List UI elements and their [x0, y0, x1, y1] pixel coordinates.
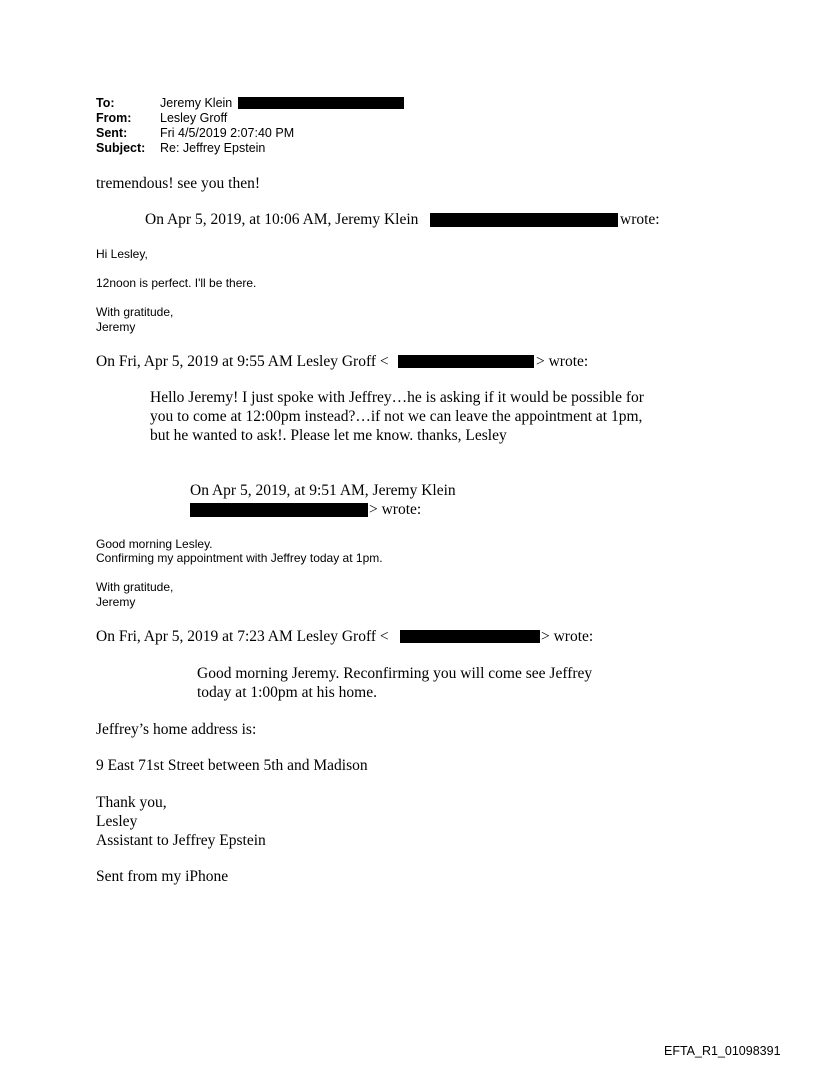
quote3-text: Good morning Lesley.: [96, 537, 213, 551]
quote1-signoff: With gratitude,: [96, 305, 174, 319]
redaction-bar: [398, 355, 534, 368]
to-label: To:: [96, 96, 115, 110]
redaction-bar: [190, 503, 368, 517]
address-text: 9 East 71st Street between 5th and Madison: [96, 757, 368, 774]
quote2-attribution-end: > wrote:: [536, 353, 589, 370]
redaction-bar: [400, 630, 540, 643]
quote1-attribution-end: wrote:: [620, 211, 660, 228]
quote3-signature: Jeremy: [96, 595, 136, 609]
redaction-bar: [430, 213, 618, 227]
sent-from-text: Sent from my iPhone: [96, 868, 229, 885]
sent-value: Fri 4/5/2019 2:07:40 PM: [160, 126, 295, 140]
quote1-greeting: Hi Lesley,: [96, 247, 148, 261]
quote3-attribution: On Apr 5, 2019, at 9:51 AM, Jeremy Klein: [190, 482, 456, 499]
quote4-line: today at 1:00pm at his home.: [197, 684, 377, 701]
quote1-signature: Jeremy: [96, 320, 136, 334]
quote1-attribution: On Apr 5, 2019, at 10:06 AM, Jeremy Klein: [145, 211, 419, 228]
quote4-attribution-end: > wrote:: [541, 628, 594, 645]
quote2-line: but he wanted to ask!. Please let me know. thanks, Lesley: [150, 427, 507, 444]
quote4-line: Good morning Jeremy. Reconfirming you will come see Jeffrey: [197, 665, 593, 682]
subject-label: Subject:: [96, 141, 146, 155]
quote2-line: you to come at 12:00pm instead?…if not we can leave the appointment at 1pm,: [150, 408, 643, 425]
to-value: Jeremy Klein: [160, 96, 233, 110]
thanks-text: Thank you,: [96, 794, 167, 811]
quote1-text: 12noon is perfect. I'll be there.: [96, 276, 257, 290]
redaction-bar: [238, 97, 404, 109]
quote4-attribution: On Fri, Apr 5, 2019 at 7:23 AM Lesley Groff <: [96, 628, 389, 645]
signature-name: Lesley: [96, 813, 138, 830]
signature-title: Assistant to Jeffrey Epstein: [96, 832, 266, 849]
from-value: Lesley Groff: [160, 111, 228, 125]
quote3-attribution-end: > wrote:: [369, 501, 422, 518]
document-id: EFTA_R1_01098391: [664, 1044, 781, 1058]
reply-text: tremendous! see you then!: [96, 175, 260, 192]
quote3-text: Confirming my appointment with Jeffrey today at 1pm.: [96, 551, 383, 565]
sent-label: Sent:: [96, 126, 128, 140]
quote2-attribution: On Fri, Apr 5, 2019 at 9:55 AM Lesley Groff <: [96, 353, 389, 370]
address-label: Jeffrey’s home address is:: [96, 721, 257, 738]
subject-value: Re: Jeffrey Epstein: [160, 141, 266, 155]
from-label: From:: [96, 111, 132, 125]
quote3-signoff: With gratitude,: [96, 580, 174, 594]
quote2-line: Hello Jeremy! I just spoke with Jeffrey…he is asking if it would be possible for: [150, 389, 644, 406]
